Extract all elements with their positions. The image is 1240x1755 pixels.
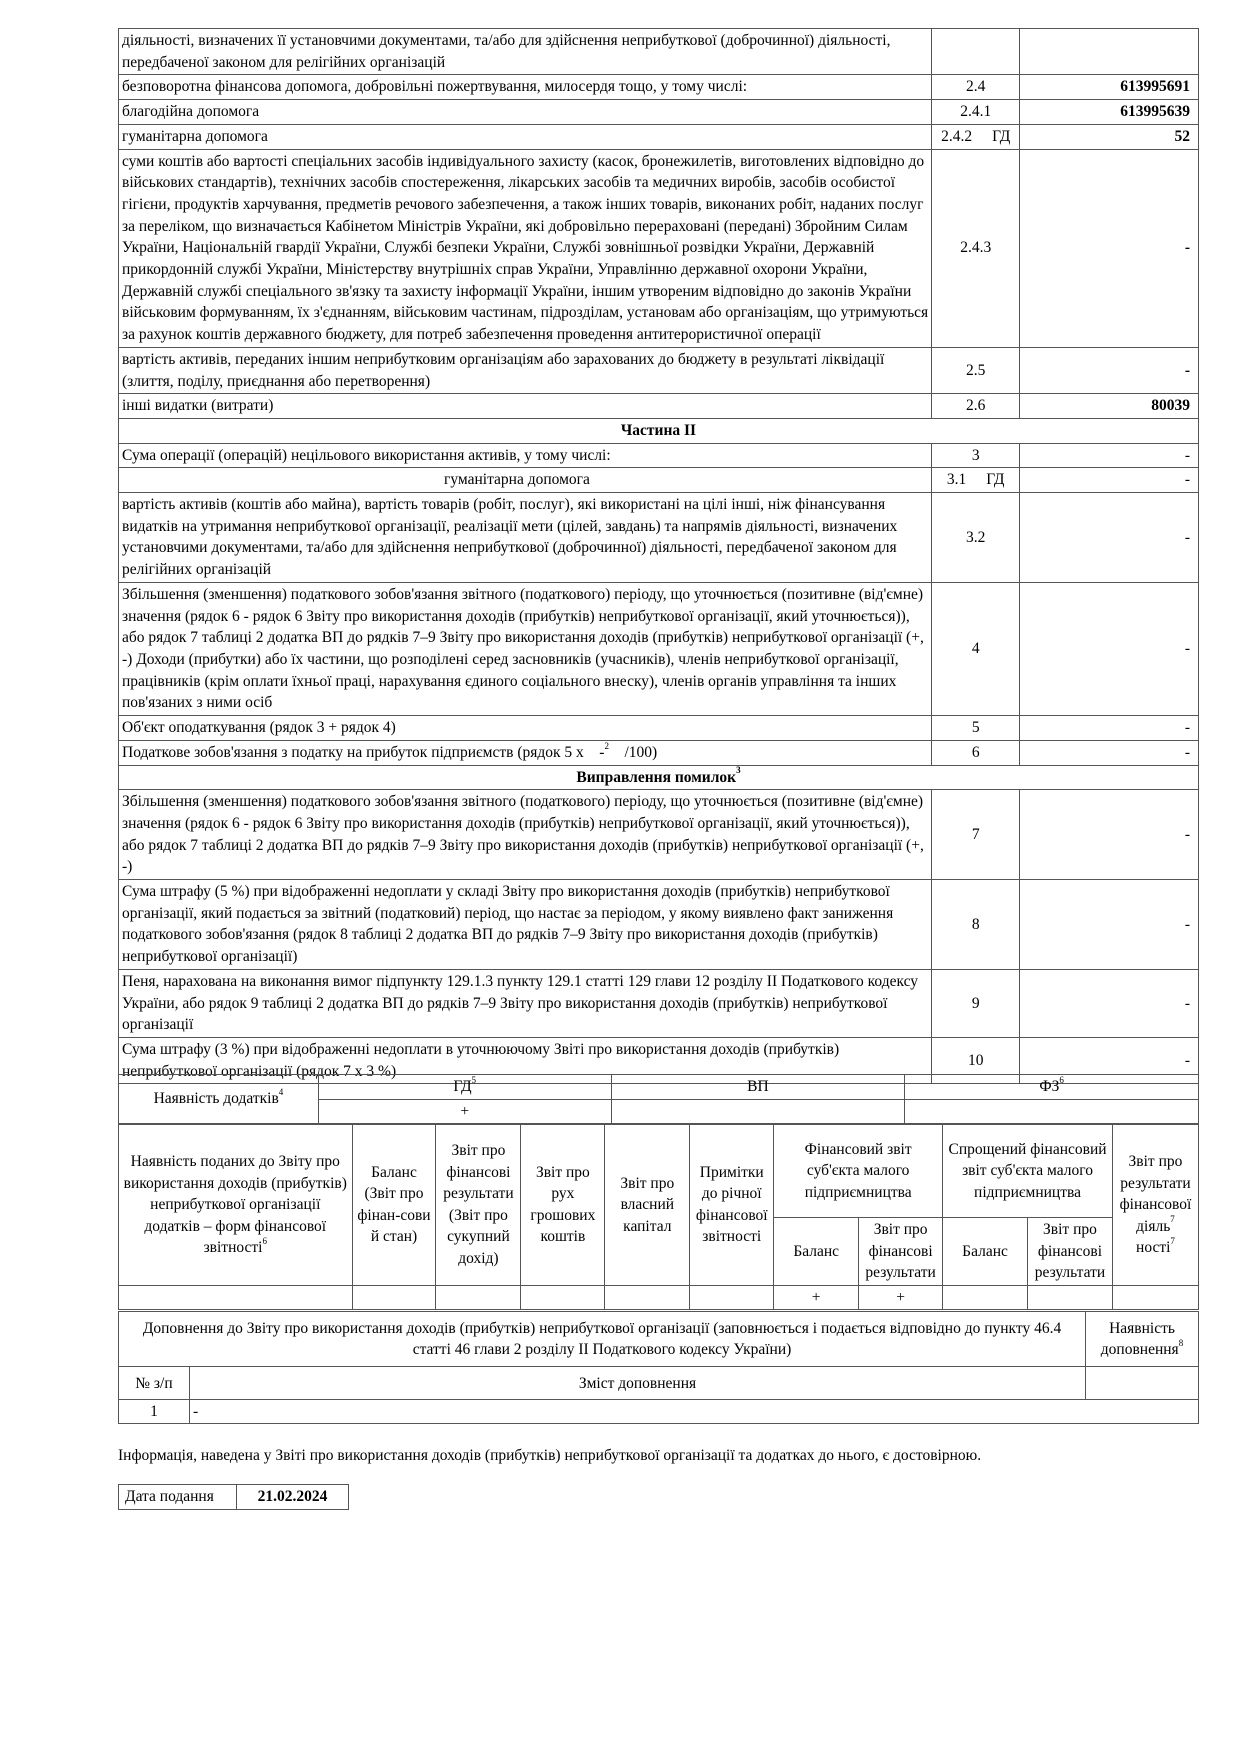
row-value	[1020, 29, 1199, 75]
fin-reports-label: Наявність поданих до Звіту про використання доходів (прибутків) неприбуткової організації додатків – форм фінансової звітності$^6$	[119, 1125, 353, 1286]
supplement-table	[118, 1311, 1199, 1424]
part2-heading	[119, 418, 1199, 443]
corrections-row	[119, 790, 1199, 880]
fin-mark-cell	[1027, 1285, 1112, 1310]
declaration-text: Інформація, наведена у Звіті про використання доходів (прибутків) неприбуткової організації та додатках до нього, є достовірною.	[118, 1447, 982, 1464]
corrections-heading	[119, 765, 1199, 790]
supplement-row-content: -	[189, 1400, 1198, 1424]
part1-row	[119, 29, 1199, 75]
fin-results-header: Звіт про фінансові результати (Звіт про сукупний дохід)	[436, 1125, 521, 1286]
fin-mark-cell: +	[859, 1285, 943, 1310]
row-text: Сума штрафу (5 %) при відображенні недоплати у складі Звіту про використання доходів (прибутків) неприбуткової організації, який подається за звітний (податковий) період, що настає за періодом, у якому виявлено факт заниження податкового зобов'язання (рядок 8 таблиці 2 додатка ВП до рядків 7–9 Звіту про використання доходів (прибутків) неприбуткової організації)	[119, 880, 932, 970]
part2-heading-text: Частина II	[119, 418, 1199, 443]
attachments-table	[118, 1074, 1199, 1124]
row-value: -	[1020, 347, 1199, 393]
row-code: 2.4.3	[932, 149, 1020, 347]
small-results-header: Звіт про фінансові результати	[859, 1218, 943, 1286]
row-code: 2.6	[932, 394, 1020, 419]
row-code: 4	[932, 582, 1020, 715]
supplement-title: Доповнення до Звіту про використання доходів (прибутків) неприбуткової організації (заповнюється і подається відповідно до пункту 46.4 статті 46 глави 2 розділу II Податкового кодексу України)	[119, 1312, 1086, 1367]
submission-date-label: Дата подання	[119, 1485, 237, 1510]
row-value: -	[1020, 468, 1199, 493]
row-code: 8	[932, 880, 1020, 970]
supplement-col-number: № з/п	[119, 1367, 190, 1400]
simplified-results-header: Звіт про фінансові результати	[1027, 1218, 1112, 1286]
row-text: гуманітарна допомога	[119, 468, 932, 493]
row-value: 613995691	[1020, 75, 1199, 100]
row-text: Об'єкт оподаткування (рядок 3 + рядок 4)	[119, 716, 932, 741]
part2-row	[119, 716, 1199, 741]
row-value: -	[1020, 149, 1199, 347]
fin-mark-cell	[943, 1285, 1028, 1310]
row-text: гуманітарна допомога	[119, 124, 932, 149]
row-text: суми коштів або вартості спеціальних засобів індивідуального захисту (касок, бронежилетів, виготовлених відповідно до військових стандартів), технічних засобів спостереження, лікарських засобів та медичних виробів, засобів особистої гігієни, продуктів харчування, предметів речового забезпечення, а також інших товарів, виконаних робіт, наданих послуг за переліком, що визначається Кабінетом Міністрів України, які добровільно перераховані (передані) Збройним Силам України, Національній гвардії України, Службі безпеки України, Службі зовнішньої розвідки України, Державній прикордонній службі України, Міністерству внутрішніх справ України, Управлінню державної охорони України, Державній службі спеціального зв'язку та захисту інформації України, іншим утвореним відповідно до законів України військовим формуванням, їх з'єднанням, військовим частинам, підрозділам, установам або організаціям, що утримуються за рахунок коштів державного бюджету, для потреб забезпечення проведення антитерористичної операції	[119, 149, 932, 347]
attachment-gd-header: $ГД^5$	[318, 1075, 611, 1100]
fin-notes-header: Примітки до річної фінансової звітності	[690, 1125, 774, 1286]
row-text: безповоротна фінансова допомога, добровільні пожертвування, милосердя тощо, у тому числі:	[119, 75, 932, 100]
part2-row	[119, 740, 1199, 765]
fin-cashflow-header: Звіт про рух грошових коштів	[521, 1125, 605, 1286]
part1-row	[119, 75, 1199, 100]
row-code: 3	[932, 443, 1020, 468]
row-value: -	[1020, 443, 1199, 468]
row-code: 6	[932, 740, 1020, 765]
corrections-row	[119, 880, 1199, 970]
row-code: 5	[932, 716, 1020, 741]
fin-mark-label	[119, 1285, 353, 1310]
fin-equity-header: Звіт про власний капітал	[605, 1125, 690, 1286]
row-code: 2.5	[932, 347, 1020, 393]
row-text: інші видатки (витрати)	[119, 394, 932, 419]
part1-row	[119, 149, 1199, 347]
supplement-presence: Наявність доповнення$^8$	[1086, 1312, 1199, 1367]
row-code: 9	[932, 969, 1020, 1037]
main-report-table	[118, 28, 1199, 1084]
row-text: діяльності, визначених її установчими документами, та/або для здійснення неприбуткової (доброчинної) діяльності, передбаченої законом для релігійних організацій	[119, 29, 932, 75]
fin-mark-cell	[1112, 1285, 1198, 1310]
row-text: благодійна допомога	[119, 100, 932, 125]
financial-reports-table	[118, 1124, 1199, 1310]
row-text: Збільшення (зменшення) податкового зобов'язання звітного (податкового) періоду, що уточнюється (позитивне (від'ємне) значення (рядок 6 - рядок 6 Звіту про використання доходів (прибутків) неприбуткової організації, який уточнюється)), або рядок 7 таблиці 2 додатка ВП до рядків 7–9 Звіту про використання доходів (прибутків) неприбуткової організації (+, -) Доходи (прибутки) або їх частини, що розподілені серед засновників (учасників), членів неприбуткової організації, працівників (крім оплати їхньої праці, нарахування єдиного соціального внеску), членів органів управління та інших пов'язаних з ними осіб	[119, 582, 932, 715]
activity-results-header: Звіт про результати фінансової діяль$^7$ ності$^7$	[1112, 1125, 1198, 1286]
simplified-balance-header: Баланс	[943, 1218, 1028, 1286]
part1-row	[119, 124, 1199, 149]
row-value: -	[1020, 740, 1199, 765]
fin-mark-cell	[352, 1285, 436, 1310]
row-code: 2.4.2 ГД	[932, 124, 1020, 149]
attachment-fz-header: $ФЗ^6$	[905, 1075, 1199, 1100]
row-text: Сума штрафу (3 %) при відображенні недоплати в уточнюючому Звіті про використання доходів (прибутків) неприбуткової організації (рядок 7 х 3 %)	[119, 1037, 932, 1083]
corrections-heading-text: Виправлення помилок$^3$	[119, 765, 1199, 790]
part1-row	[119, 100, 1199, 125]
row-text: Податкове зобов'язання з податку на прибуток підприємств (рядок 5 х -$^2$ /100)	[119, 740, 932, 765]
row-value: 80039	[1020, 394, 1199, 419]
submission-date-table	[118, 1484, 349, 1510]
row-value: -	[1020, 493, 1199, 583]
supplement-col-content: Зміст доповнення	[189, 1367, 1085, 1400]
supplement-row-number: 1	[119, 1400, 190, 1424]
row-value: -	[1020, 790, 1199, 880]
row-text: вартість активів (коштів або майна), вартість товарів (робіт, послуг), які використані на цілі інші, ніж фінансування видатків на утримання неприбуткової організації, реалізації мети (цілей, завдань) та напрямів діяльності, визначених установчими документами, та/або для здійснення неприбуткової (доброчинної) діяльності, передбаченої законом для релігійних організацій	[119, 493, 932, 583]
supplement-col-empty	[1086, 1367, 1199, 1400]
row-value: -	[1020, 880, 1199, 970]
row-value: 52	[1020, 124, 1199, 149]
fin-balance-header: Баланс (Звіт про фінан-сови й стан)	[352, 1125, 436, 1286]
small-balance-header: Баланс	[774, 1218, 859, 1286]
part1-row	[119, 347, 1199, 393]
submission-date-value: 21.02.2024	[237, 1485, 349, 1510]
row-code: 2.4	[932, 75, 1020, 100]
fin-mark-cell	[521, 1285, 605, 1310]
attachment-fz-mark	[905, 1099, 1199, 1124]
part2-row	[119, 443, 1199, 468]
row-value: -	[1020, 969, 1199, 1037]
row-value: -	[1020, 582, 1199, 715]
attachments-label: Наявність додатків$^4$	[119, 1075, 319, 1124]
row-text: Пеня, нарахована на виконання вимог підпункту 129.1.3 пункту 129.1 статті 129 глави 12 розділу II Податкового кодексу України, або рядок 9 таблиці 2 додатка ВП до рядків 7–9 Звіту про використання доходів (прибутків) неприбуткової організації	[119, 969, 932, 1037]
row-value: 613995639	[1020, 100, 1199, 125]
small-business-group-header: Фінансовий звіт суб'єкта малого підприємництва	[774, 1125, 943, 1218]
part2-row	[119, 582, 1199, 715]
row-text: вартість активів, переданих іншим неприбутковим організаціям або зарахованих до бюджету в результаті ліквідації (злиття, поділу, приєднання або перетворення)	[119, 347, 932, 393]
fin-mark-cell	[436, 1285, 521, 1310]
row-value: -	[1020, 716, 1199, 741]
fin-mark-cell	[690, 1285, 774, 1310]
row-text: Сума операції (операцій) нецільового використання активів, у тому числі:	[119, 443, 932, 468]
corrections-row	[119, 969, 1199, 1037]
row-code: 10	[932, 1037, 1020, 1083]
row-text: Збільшення (зменшення) податкового зобов'язання звітного (податкового) періоду, що уточнюється (позитивне (від'ємне) значення (рядок 6 - рядок 6 Звіту про використання доходів (прибутків) неприбуткової організації, який уточнюється)), або рядок 7 таблиці 2 додатка ВП до рядків 7–9 Звіту про використання доходів (прибутків) неприбуткової організації (+, -)	[119, 790, 932, 880]
attachment-gd-mark: +	[318, 1099, 611, 1124]
row-code: 2.4.1	[932, 100, 1020, 125]
row-value: -	[1020, 1037, 1199, 1083]
part1-row	[119, 394, 1199, 419]
part2-row	[119, 468, 1199, 493]
attachment-vp-header: ВП	[611, 1075, 905, 1100]
row-code: 3.2	[932, 493, 1020, 583]
attachment-vp-mark	[611, 1099, 905, 1124]
row-code: 3.1 ГД	[932, 468, 1020, 493]
simplified-group-header: Спрощений фінансовий звіт суб'єкта малого підприємництва	[943, 1125, 1113, 1218]
part2-row	[119, 493, 1199, 583]
fin-mark-cell: +	[774, 1285, 859, 1310]
row-code: 7	[932, 790, 1020, 880]
fin-mark-cell	[605, 1285, 690, 1310]
row-code	[932, 29, 1020, 75]
